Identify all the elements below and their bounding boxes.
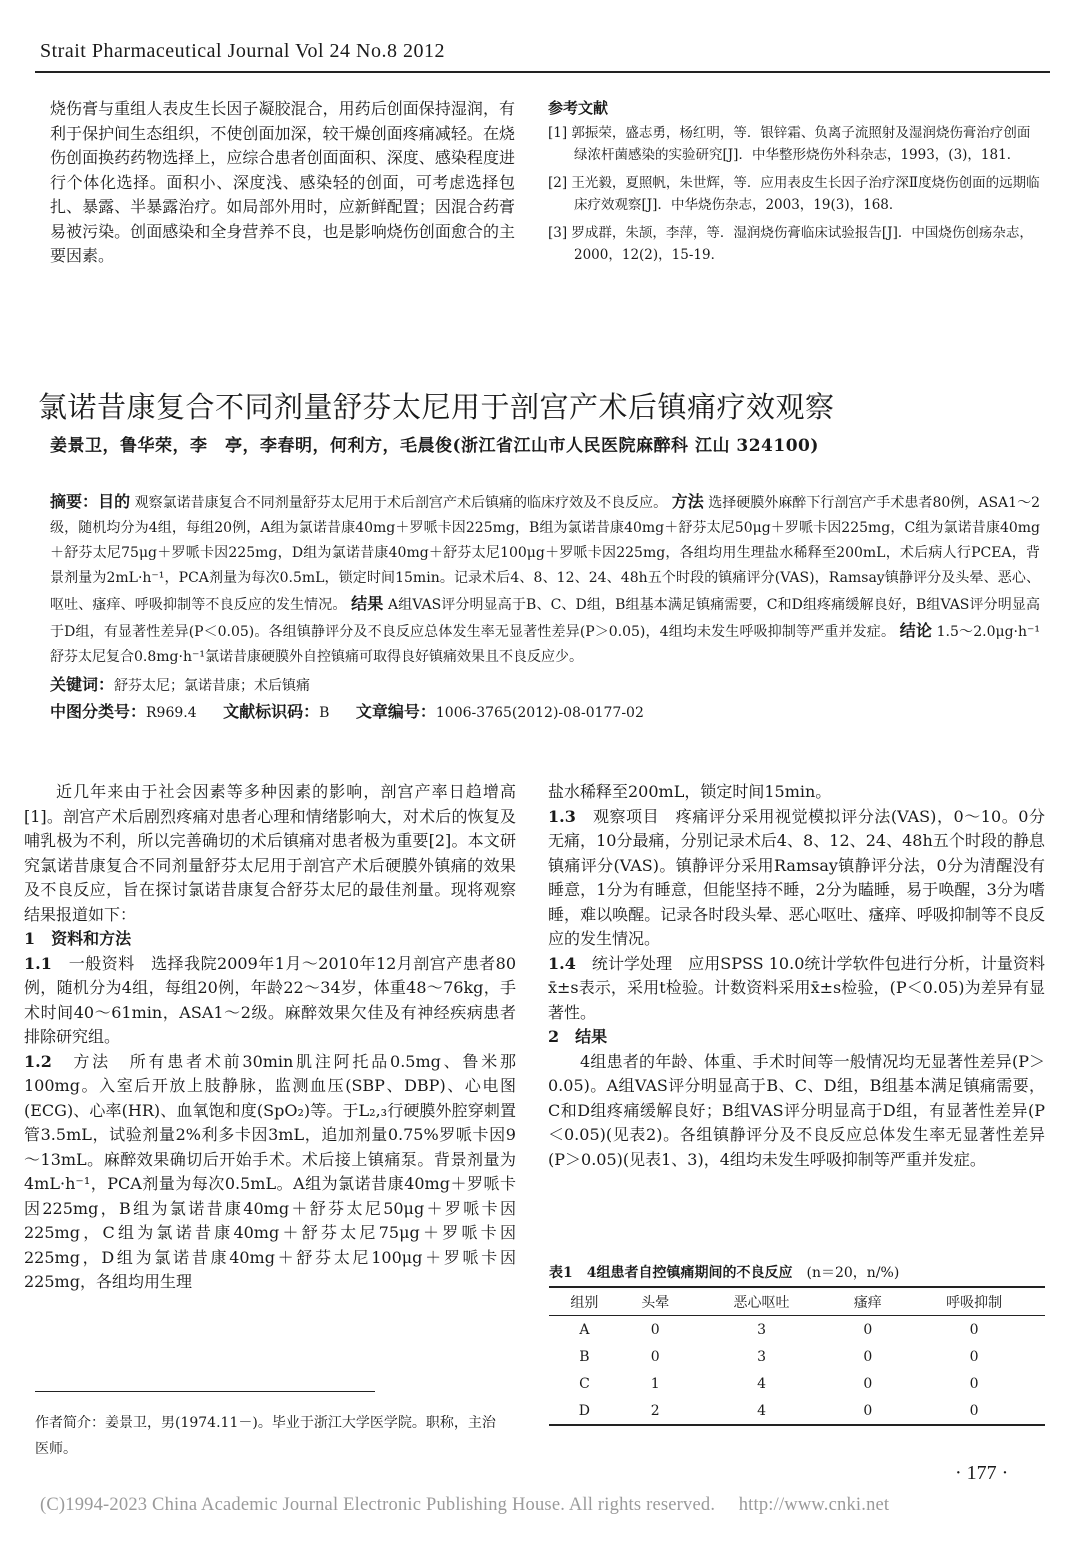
section-heading: 2 结果 — [548, 1027, 608, 1046]
abstract-result: A组VAS评分明显高于B、C、D组，B组基本满足镇痛需要，C和D组疼痛缓解良好，B组VAS评分明显高于D组，有显著性差异(P＜0.05)。各组镇静评分及不良反应总体发生率无显著性差异(P＞0.05)，4组均未发生呼吸抑制等严重并发症。 — [50, 597, 1041, 640]
table-cell: 2 — [650, 1402, 660, 1419]
table-cell: 0 — [863, 1402, 873, 1419]
table-cell: 4 — [757, 1402, 766, 1419]
section-text: 观察项目 疼痛评分采用视觉模拟评分法(VAS)，0～10。0分无痛，10分最痛，分别记录术后4、8、12、24、48h五个时段的静息镇痛评分(VAS)。镇静评分采用Ramsay镇静评分法，0分为清醒没有睡意，1分为有睡意，但能坚持不睡，2分为瞌睡，易于唤醒，3分为嗜睡，难以唤醒。记录各时段头晕、恶心呕吐、瘙痒、呼吸抑制等不良反应的发生情况。 — [548, 806, 1045, 948]
prev-article-body: 烧伤膏与重组人表皮生长因子凝胶混合，用药后创面保持湿润，有利于保护间生态组织，不使创面加深，较干燥创面疼痛减轻。在烧伤创面换药药物选择上，应综合患者创面面积、深度、感染程度进行个体化选择。面积小、深度浅、感染轻的创面，可考虑选择包扎、暴露、半暴露治疗。如局部外用时，应新鲜配置；因混合药膏易被污染。创面感染和全身营养不良，也是影响烧伤创面愈合的主要因素。 — [50, 99, 515, 265]
reference-item: [1] 郭振荣，盛志勇，杨红明，等．银锌霜、负离子流照射及湿润烧伤膏治疗创面绿浓杆菌感染的实验研究[J]．中华整形烧伤外科杂志，1993，(3)，181． — [548, 125, 1031, 163]
results-paragraph: 4组患者的年龄、体重、手术时间等一般情况均无显著性差异(P＞0.05)。A组VAS评分明显高于B、C、D组，B组基本满足镇痛需要，C和D组疼痛缓解良好；B组VAS评分明显高于D组，有显著性差异(P＜0.05)(见表2)。各组镇静评分及不良反应总体发生率无显著性差异(P＞0.05)(见表1、3)，4组均未发生呼吸抑制等严重并发症。 — [548, 1051, 1045, 1169]
clc-value: R969.4 — [146, 705, 197, 721]
doc-code-value: B — [319, 705, 330, 721]
table-cell: 1 — [650, 1375, 660, 1392]
table-header: 瘙痒 — [853, 1294, 882, 1311]
article-no-label: 文章编号： — [355, 702, 436, 721]
table-cell: 0 — [969, 1321, 979, 1338]
section-1-1 — [24, 952, 516, 1050]
table-row — [549, 1370, 1045, 1397]
abstract-conclusion: 1.5～2.0μg·h⁻¹舒芬太尼复合0.8mg·h⁻¹氯诺昔康硬膜外自控镇痛可取得良好镇痛效果且不良反应少。 — [50, 624, 1040, 665]
section-1-4 — [548, 952, 1045, 1026]
abstract-method: 选择硬膜外麻醉下行剖宫产手术患者80例，ASA1～2级，随机均分为4组，每组20例，A组为氯诺昔康40mg＋罗哌卡因225mg，B组为氯诺昔康40mg＋舒芬太尼50μg＋罗哌卡因225mg，C组为氯诺昔康40mg＋舒芬太尼75μg＋罗哌卡因225mg，D组为氯诺昔康40mg＋舒芬太尼100μg＋罗哌卡因225mg，各组均用生理盐水稀释至200mL，术后病人行PCEA，背景剂量为2mL·h⁻¹，PCA剂量为每次0.5mL，锁定时间15min。记录术后4、8、12、24、48h五个时段的镇痛评分(VAS)，Ramsay镇静评分及头晕、恶心、呕吐、瘙痒、呼吸抑制等不良反应的发生情况。 — [50, 495, 1040, 613]
article-title: 氯诺昔康复合不同剂量舒芬太尼用于剖宫产术后镇痛疗效观察 — [38, 390, 835, 424]
section-number: 1.1 — [24, 953, 52, 973]
section-1-3 — [548, 805, 1045, 952]
section-heading: 1 资料和方法 — [24, 929, 132, 948]
table-cell: 0 — [863, 1321, 873, 1338]
author-footnote: 作者简介：姜景卫，男(1974.11－)。毕业于浙江大学医学院。职称，主治医师。 — [35, 1415, 496, 1457]
intro-paragraph: 近几年来由于社会因素等多种因素的影响，剖宫产率日趋增高[1]。剖宫产术后剧烈疼痛对患者心理和情绪影响大，对术后的恢复及哺乳极为不利，所以完善确切的术后镇痛对患者极为重要[2]。本文研究氯诺昔康复合不同剂量舒芬太尼用于剖宫产术后硬膜外镇痛的效果及不良反应，旨在探讨氯诺昔康复合舒芬太尼的最佳剂量。现将观察结果报道如下： — [24, 782, 516, 924]
section-number: 1.3 — [548, 806, 576, 826]
table-cell: 0 — [863, 1375, 873, 1392]
footnote-rule — [35, 1391, 375, 1392]
section-number: 1.4 — [548, 953, 576, 973]
section-number: 1.2 — [24, 1051, 52, 1071]
table-cell: 3 — [757, 1321, 766, 1338]
reference-item: [3] 罗成群，朱颉，李萍，等．湿润烧伤膏临床试验报告[J]．中国烧伤创疡杂志，2000，12(2)，15-19． — [548, 225, 1033, 263]
table-cell: 0 — [650, 1348, 660, 1365]
reference-item: [2] 王光毅，夏照帆，朱世辉，等．应用表皮生长因子治疗深Ⅱ度烧伤创面的远期临床疗效观察[J]．中华烧伤杂志，2003，19(3)，168． — [548, 175, 1040, 213]
clc-label: 中图分类号： — [50, 702, 147, 721]
table-cell: 0 — [650, 1321, 660, 1338]
prev-article-column — [50, 97, 515, 269]
table-row — [549, 1397, 1045, 1425]
table-cell: 0 — [969, 1402, 979, 1419]
table-cell: 0 — [969, 1375, 979, 1392]
abstract-label: 摘要： — [50, 492, 99, 511]
article-authors: 姜景卫，鲁华荣，李 亭，李春明，何利方，毛晨俊(浙江省江山市人民医院麻醉科 江山 324100) — [50, 436, 819, 456]
table-cell: 3 — [757, 1348, 766, 1365]
table-cell: D — [578, 1402, 591, 1419]
table-header: 呼吸抑制 — [946, 1294, 1003, 1311]
table-header: 头晕 — [641, 1294, 670, 1311]
doc-code-label: 文献标识码： — [223, 702, 320, 721]
continued-text: 盐水稀释至200mL，锁定时间15min。 — [548, 782, 832, 801]
journal-header: Strait Pharmaceutical Journal Vol 24 No.8 2012 — [40, 40, 445, 62]
table-caption-text: 表1 4组患者自控镇痛期间的不良反应 — [549, 1265, 793, 1281]
keywords: 舒芬太尼；氯诺昔康；术后镇痛 — [114, 678, 311, 694]
table-cell: B — [579, 1348, 590, 1365]
section-text: 方法 所有患者术前30min肌注阿托品0.5mg、鲁米那100mg。入室后开放上肢静脉，监测血压(SBP、DBP)、心电图(ECG)、心率(HR)、血氧饱和度(SpO₂)等。于L₂,₃行硬膜外腔穿刺置管3.5mL，试验剂量2%利多卡因3mL，追加剂量0.75%罗哌卡因9～13mL。麻醉效果确切后开始手术。术后接上镇痛泵。背景剂量为4mL·h⁻¹，PCA剂量为每次0.5mL。A组为氯诺昔康40mg＋罗哌卡因225mg，B组为氯诺昔康40mg＋舒芬太尼50μg＋罗哌卡因225mg，C组为氯诺昔康40mg＋舒芬太尼75μg＋罗哌卡因225mg，D组为氯诺昔康40mg＋舒芬太尼100μg＋罗哌卡因225mg，各组均用生理 — [24, 1051, 516, 1291]
table-cell: C — [579, 1375, 590, 1392]
article-no-value: 1006-3765(2012)-08-0177-02 — [435, 705, 644, 721]
abstract-purpose: 观察氯诺昔康复合不同剂量舒芬太尼用于术后剖宫产术后镇痛的临床疗效及不良反应。 — [134, 495, 668, 511]
section-1-2 — [24, 1050, 516, 1295]
page-number: · 177 · — [955, 1462, 1009, 1484]
keywords-line — [50, 672, 1040, 699]
abstract-block — [50, 489, 1040, 726]
table-header: 组别 — [570, 1294, 599, 1311]
abstract-method-label: 方法 — [671, 492, 704, 511]
copyright-watermark: (C)1994-2023 China Academic Journal Electronic Publishing House. All rights reserved. http://www.cnki.net — [40, 1495, 890, 1515]
classification-line — [50, 699, 1040, 726]
right-body-column — [548, 780, 1045, 1172]
abstract-purpose-label: 目的 — [98, 492, 131, 511]
table-cell: 4 — [757, 1375, 766, 1392]
table-row — [549, 1343, 1045, 1370]
left-body-column — [24, 780, 516, 1295]
section-text: 统计学处理 应用SPSS 10.0统计学软件包进行分析，计量资料x̄±s表示，采用t检验。计数资料采用x̄±s检验，(P＜0.05)为差异有显著性。 — [548, 953, 1045, 1022]
table-row — [549, 1316, 1045, 1344]
header-rule — [35, 71, 1050, 73]
section-text: 一般资料 选择我院2009年1月～2010年12月剖宫产患者80例，随机分为4组，每组20例，年龄22～34岁，体重48～76kg，手术时间40～61min，ASA1～2级。麻醉效果欠佳及有神经疾病患者排除研究组。 — [24, 953, 516, 1046]
table-caption-note: (n＝20，n/%) — [792, 1265, 900, 1281]
table-header-row — [549, 1287, 1045, 1316]
table-header: 恶心呕吐 — [733, 1294, 790, 1311]
table-1 — [549, 1262, 1045, 1426]
references-section — [548, 97, 1043, 272]
table-cell: 0 — [969, 1348, 979, 1365]
abstract-conclusion-label: 结论 — [899, 621, 933, 640]
references-title: 参考文献 — [548, 99, 609, 117]
abstract-result-label: 结果 — [351, 594, 384, 613]
adverse-reaction-table — [549, 1286, 1045, 1426]
table-cell: 0 — [863, 1348, 873, 1365]
keywords-label: 关键词： — [50, 675, 115, 694]
table-cell: A — [579, 1321, 590, 1338]
table-caption — [549, 1262, 1045, 1282]
